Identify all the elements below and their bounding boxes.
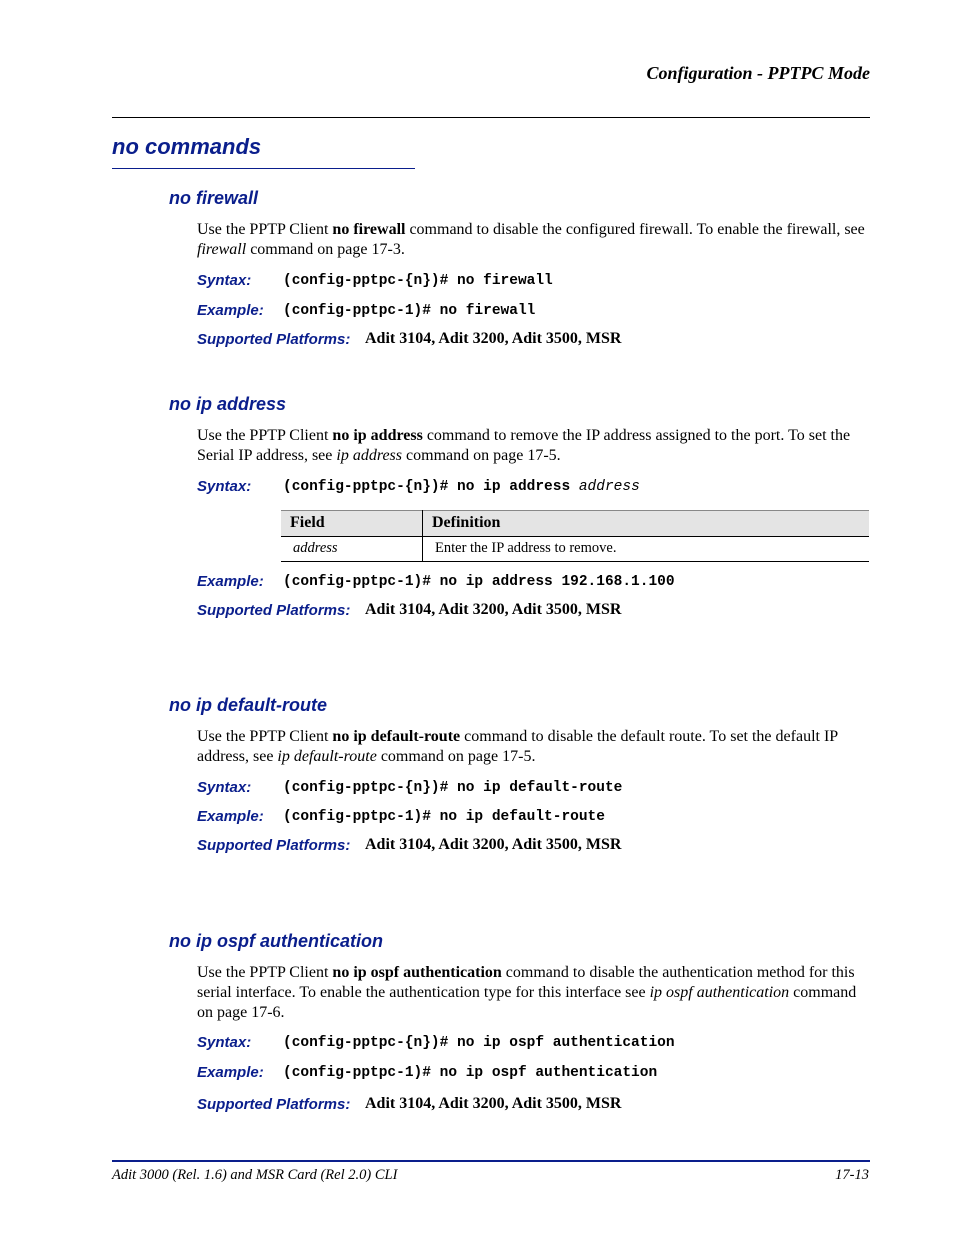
example-code-no-ip-ospf-authentication: (config-pptpc-1)# no ip ospf authentication <box>283 1065 658 1081</box>
syntax-code-no-ip-address: (config-pptpc-{n})# no ip address address <box>283 479 640 495</box>
platforms-value-no-ip-default-route: Adit 3104, Adit 3200, Adit 3500, MSR <box>365 836 622 853</box>
platforms-label: Supported Platforms: <box>197 602 351 619</box>
example-label: Example: <box>197 1064 264 1081</box>
platforms-value-no-ip-address: Adit 3104, Adit 3200, Adit 3500, MSR <box>365 601 622 618</box>
command-name: no ip default-route <box>332 728 461 745</box>
platforms-label: Supported Platforms: <box>197 1096 351 1113</box>
command-reference: ip ospf authentication <box>649 984 790 1001</box>
subsection-title-no-ip-ospf-authentication: no ip ospf authentication <box>169 931 383 951</box>
command-name: no ip address <box>332 427 423 444</box>
paragraph-text: Use the PPTP Client <box>197 427 333 444</box>
example-code-no-ip-default-route: (config-pptpc-1)# no ip default-route <box>283 809 605 825</box>
section-title-underline <box>112 168 415 169</box>
paragraph-text: Use the PPTP Client <box>197 728 333 745</box>
table-header-definition: Definition <box>423 511 870 537</box>
platforms-value-no-ip-ospf-authentication: Adit 3104, Adit 3200, Adit 3500, MSR <box>365 1095 622 1112</box>
paragraph-no-ip-default-route <box>197 727 869 767</box>
example-label: Example: <box>197 808 264 825</box>
subsection-title-no-firewall: no firewall <box>169 188 259 208</box>
paragraph-text: command to remove the IP address assigned to the port. To set the Serial IP address, see <box>197 427 851 464</box>
paragraph-no-ip-ospf-authentication <box>197 963 869 1023</box>
paragraph-text: Use the PPTP Client <box>197 221 333 238</box>
table-header-row <box>281 511 869 537</box>
syntax-argument: address <box>578 479 640 495</box>
table-row <box>281 537 869 562</box>
paragraph-text: command to disable the default route. To set the default IP address, see <box>197 728 838 765</box>
field-definition-table <box>281 510 869 562</box>
paragraph-no-ip-address <box>197 426 869 466</box>
paragraph-text: Use the PPTP Client <box>197 964 333 981</box>
subsection-title-no-ip-default-route: no ip default-route <box>169 695 327 715</box>
footer-rule <box>112 1160 870 1162</box>
syntax-code-no-ip-ospf-authentication: (config-pptpc-{n})# no ip ospf authentication <box>283 1035 675 1051</box>
table-cell-definition: Enter the IP address to remove. <box>423 537 870 562</box>
platforms-label: Supported Platforms: <box>197 331 351 348</box>
example-label: Example: <box>197 302 264 319</box>
command-name: no ip ospf authentication <box>332 964 502 981</box>
syntax-label: Syntax: <box>197 1034 252 1051</box>
platforms-value-no-firewall: Adit 3104, Adit 3200, Adit 3500, MSR <box>365 330 622 347</box>
paragraph-no-firewall <box>197 220 869 260</box>
syntax-label: Syntax: <box>197 272 252 289</box>
paragraph-text: command to disable the configured firewall. To enable the firewall, see <box>405 221 865 238</box>
command-reference: ip default-route <box>277 748 377 765</box>
example-code-no-ip-address: (config-pptpc-1)# no ip address 192.168.1.100 <box>283 574 675 590</box>
subsection-title-no-ip-address: no ip address <box>169 394 287 414</box>
command-name: no firewall <box>332 221 406 238</box>
section-title: no commands <box>112 134 262 159</box>
footer-document-title: Adit 3000 (Rel. 1.6) and MSR Card (Rel 2.0) CLI <box>112 1167 398 1183</box>
page-header-title: Configuration - PPTPC Mode <box>646 63 870 83</box>
paragraph-text: command on page 17-5. <box>402 447 561 464</box>
paragraph-text: command on page 17-5. <box>376 748 536 765</box>
footer-page-number: 17-13 <box>835 1167 869 1183</box>
header-rule <box>112 117 870 118</box>
paragraph-text: command to disable the authentication method for this serial interface. To enable the authentication type for this interface see <box>197 964 855 1001</box>
paragraph-text: command on page 17-3. <box>246 241 405 258</box>
syntax-code-no-firewall: (config-pptpc-{n})# no firewall <box>283 273 553 289</box>
command-reference: firewall <box>197 241 247 258</box>
paragraph-text: command on page 17-6. <box>197 984 857 1021</box>
example-label: Example: <box>197 573 264 590</box>
command-reference: ip address <box>336 447 403 464</box>
table-cell-field: address <box>281 537 423 562</box>
syntax-label: Syntax: <box>197 779 252 796</box>
syntax-code-no-ip-default-route: (config-pptpc-{n})# no ip default-route <box>283 780 623 796</box>
syntax-label: Syntax: <box>197 478 252 495</box>
table-header-field: Field <box>281 511 423 537</box>
platforms-label: Supported Platforms: <box>197 837 351 854</box>
example-code-no-firewall: (config-pptpc-1)# no firewall <box>283 303 536 319</box>
